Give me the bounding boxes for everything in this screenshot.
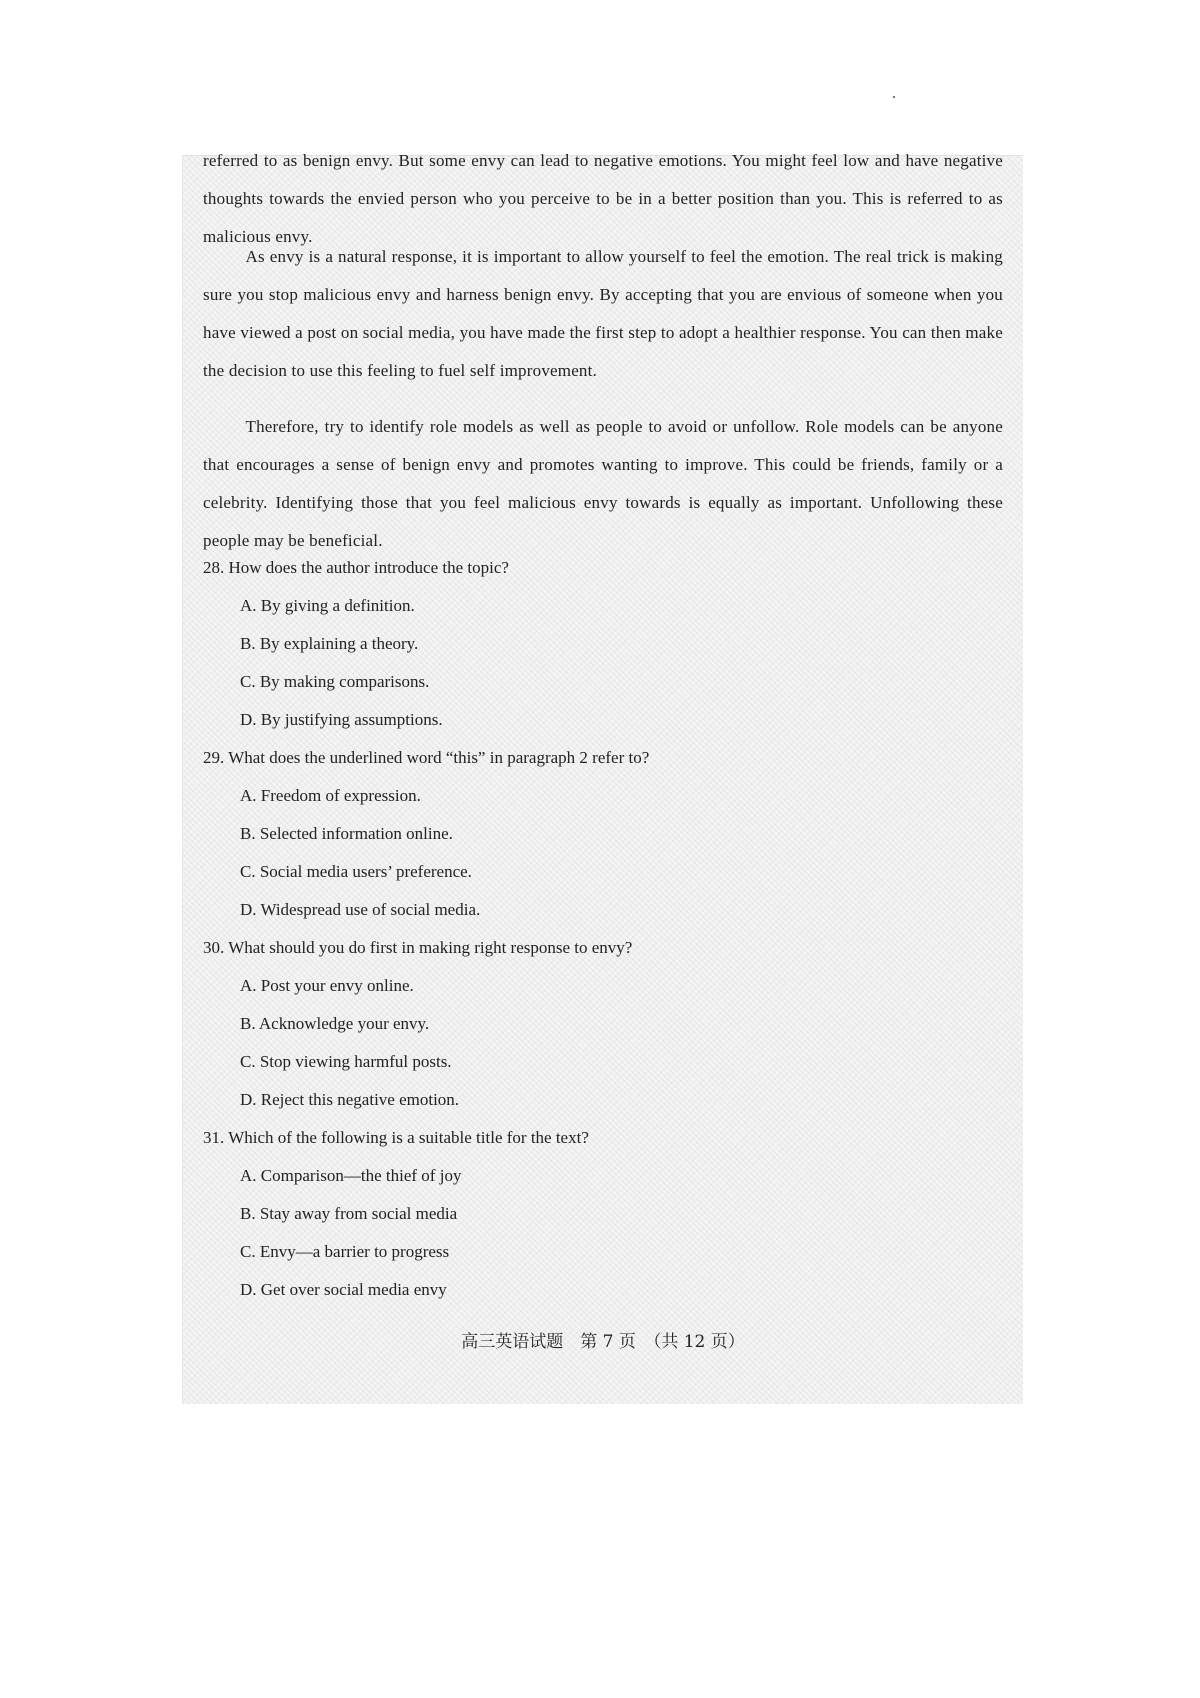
question-31-option-b: B. Stay away from social media (240, 1204, 458, 1223)
question-29-option-c: C. Social media users’ preference. (240, 862, 472, 881)
question-28-option-a: A. By giving a definition. (240, 596, 415, 615)
question-28-option-c: C. By making comparisons. (240, 672, 430, 691)
question-28-option-d: D. By justifying assumptions. (240, 710, 443, 729)
passage-paragraph-2: As envy is a natural response, it is important to allow yourself to feel the emotion. The real trick is making sure you stop malicious envy and harness benign envy. By accepting that you are envious of someone when you have viewed a post on social media, you have made the first step to adopt a healthier response. You can then make the decision to use this feeling to fuel self improvement. (203, 247, 1003, 380)
passage-paragraph-3: Therefore, try to identify role models as well as people to avoid or unfollow. Role models can be anyone that encourages a sense of benign envy and promotes wanting to improve. This could be friends, family or a celebrity. Identifying those that you feel malicious envy towards is equally as important. Unfollowing these people may be beneficial. (203, 417, 1003, 550)
exam-page-scan (182, 151, 1023, 1404)
question-28-stem: 28. How does the author introduce the topic? (203, 558, 509, 577)
question-29-option-b: B. Selected information online. (240, 824, 453, 843)
question-31-option-c: C. Envy—a barrier to progress (240, 1242, 450, 1261)
question-31-option-d: D. Get over social media envy (240, 1280, 447, 1299)
passage-paragraph-1: referred to as benign envy. But some envy can lead to negative emotions. You might feel low and have negative thoughts towards the envied person who you perceive to be in a better position than you. This is referred to as malicious envy. (203, 151, 1003, 246)
question-31-stem: 31. Which of the following is a suitable title for the text? (203, 1128, 589, 1147)
question-30-option-a: A. Post your envy online. (240, 976, 414, 995)
scan-speck (893, 96, 895, 98)
question-30-option-d: D. Reject this negative emotion. (240, 1090, 460, 1109)
question-31-option-a: A. Comparison—the thief of joy (240, 1166, 462, 1185)
page-footer: 高三英语试题 第 7 页 （共 12 页） (461, 1332, 745, 1352)
question-30-stem: 30. What should you do first in making right response to envy? (203, 938, 633, 957)
question-30-option-c: C. Stop viewing harmful posts. (240, 1052, 452, 1071)
question-29-option-a: A. Freedom of expression. (240, 786, 421, 805)
question-29-stem: 29. What does the underlined word “this” in paragraph 2 refer to? (203, 748, 650, 767)
question-29-option-d: D. Widespread use of social media. (240, 900, 481, 919)
question-30-option-b: B. Acknowledge your envy. (240, 1014, 430, 1033)
question-28-option-b: B. By explaining a theory. (240, 634, 419, 653)
